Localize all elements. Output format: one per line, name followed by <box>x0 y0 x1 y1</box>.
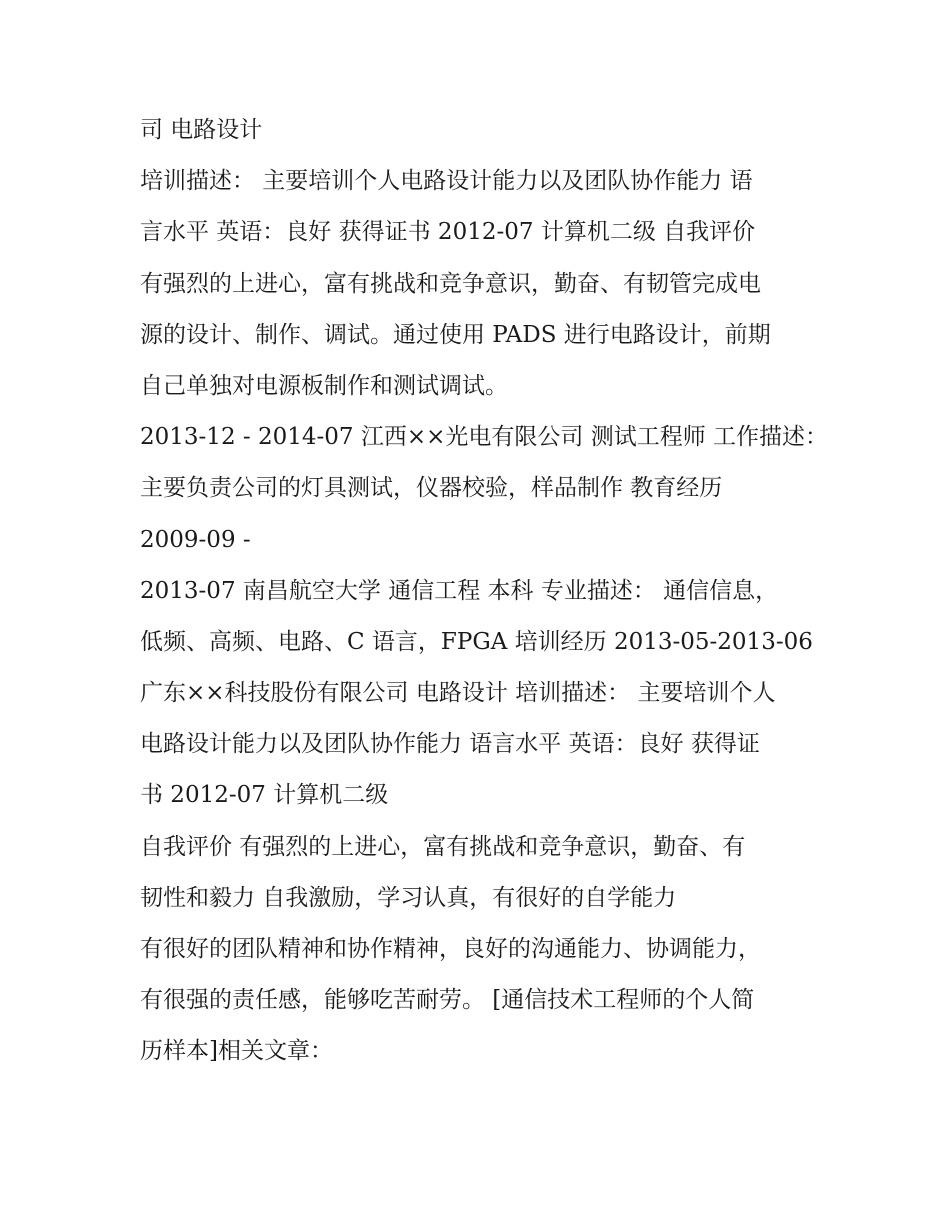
text-line: 主要负责公司的灯具测试，仪器校验，样品制作 教育经历 <box>140 475 723 502</box>
text-line: 有强烈的上进心，富有挑战和竞争意识，勤奋、有韧管完成电 <box>140 270 761 297</box>
text-line: 电路设计能力以及团队协作能力 语言水平 英语：良好 获得证 <box>140 731 760 758</box>
text-line: 源的设计、制作、调试。通过使用 PADS 进行电路设计，前期 <box>140 321 771 348</box>
text-line: 书 2012-07 计算机二级 <box>140 782 389 809</box>
text-line: 自我评价 有强烈的上进心，富有挑战和竞争意识，勤奋、有 <box>140 833 746 860</box>
text-line: 2013-07 南昌航空大学 通信工程 本科 专业描述： 通信信息， <box>140 577 779 604</box>
body-text <box>140 108 840 1081</box>
text-line: 2013-12 - 2014-07 江西××光电有限公司 测试工程师 工作描述： <box>140 424 829 451</box>
text-line: 有很好的团队精神和协作精神，良好的沟通能力、协调能力， <box>140 936 761 962</box>
text-line: 历样本]相关文章： <box>140 1038 333 1065</box>
text-line: 有很强的责任感，能够吃苦耐劳。 [通信技术工程师的个人简 <box>140 987 755 1014</box>
text-line: 低频、高频、电路、C 语言，FPGA 培训经历 2013-05-2013-06 <box>140 628 813 655</box>
text-line: 司 电路设计 <box>140 117 263 143</box>
text-line: 韧性和毅力 自我激励，学习认真，有很好的自学能力 <box>140 884 677 911</box>
text-line: 2009-09 - <box>140 526 251 553</box>
text-line: 培训描述： 主要培训个人电路设计能力以及团队协作能力 语 <box>140 168 753 195</box>
text-line: 广东××科技股份有限公司 电路设计 培训描述： 主要培训个人 <box>140 680 776 707</box>
text-line: 自己单独对电源板制作和测试调试。 <box>140 372 508 399</box>
text-line: 言水平 英语：良好 获得证书 2012-07 计算机二级 自我评价 <box>140 219 756 246</box>
